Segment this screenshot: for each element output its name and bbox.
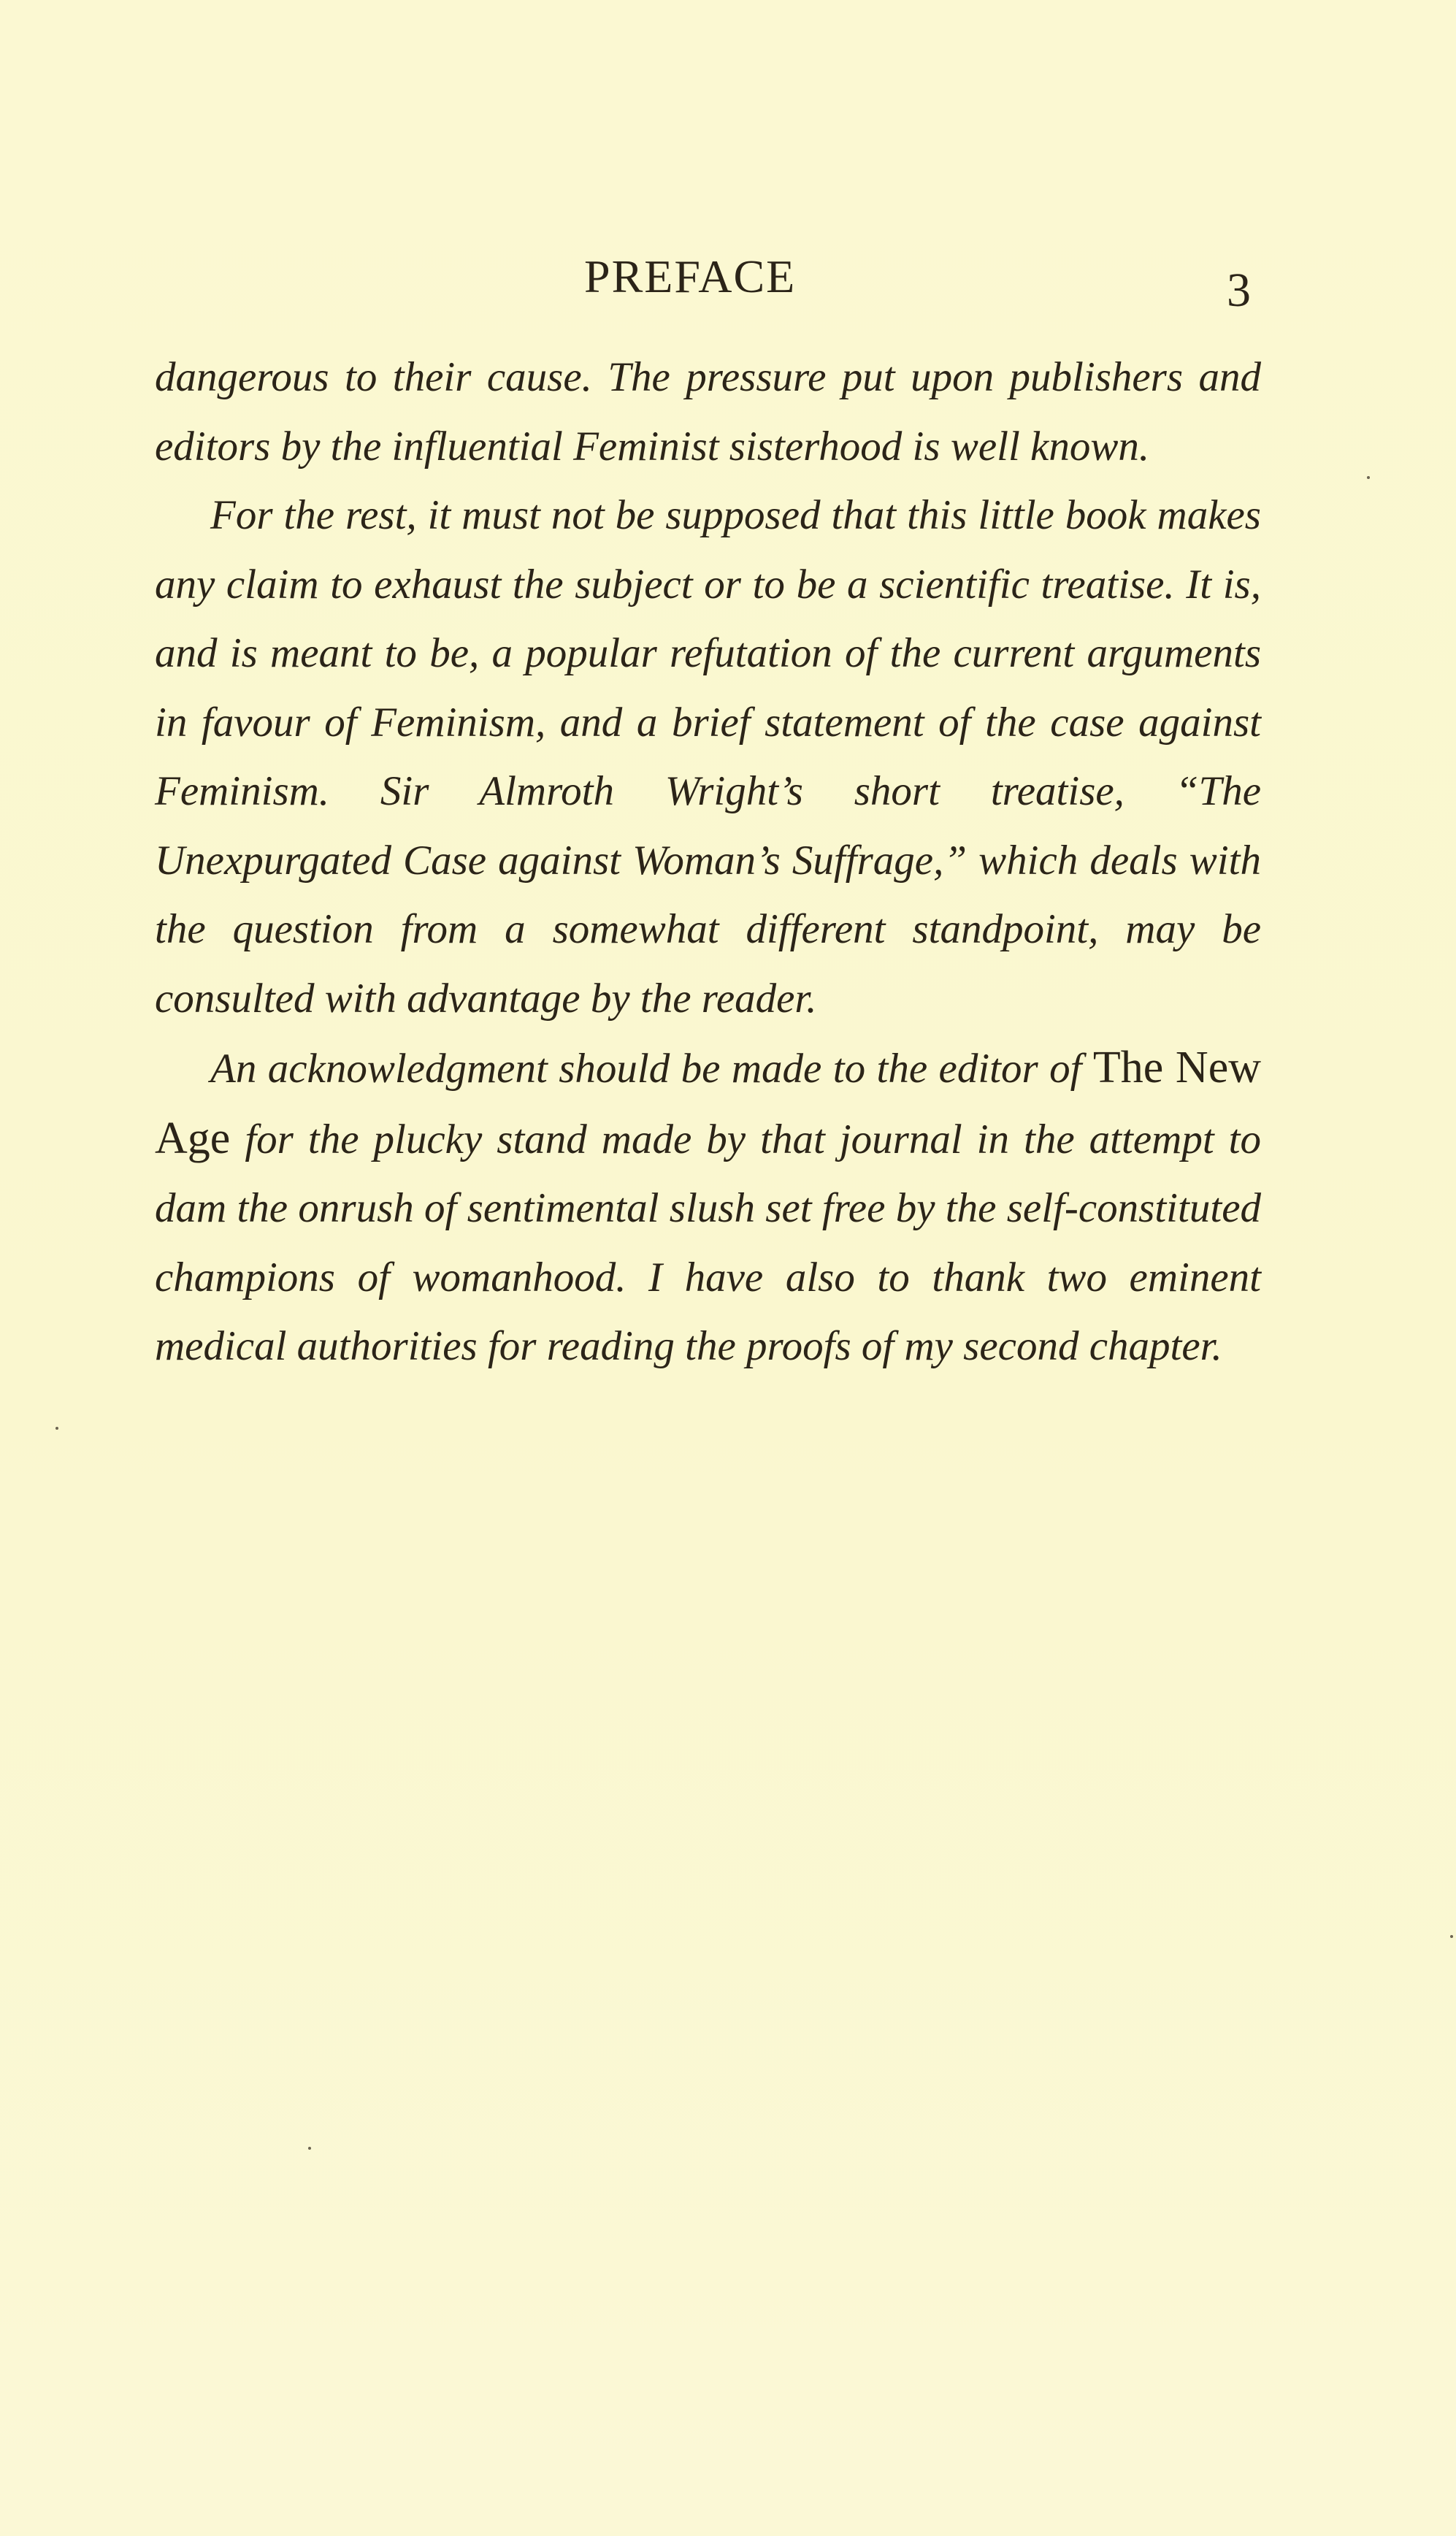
page-number: 3 — [1227, 264, 1251, 317]
paper-speck — [308, 2147, 311, 2150]
paragraph-3-end: for the plucky stand made by that journal in the attempt to dam the onrush of sentimental slush set free by the self-constituted champions of womanhood. I have also to thank two eminent medical authorities for reading the proofs of my second chapter. — [155, 1116, 1262, 1369]
paper-speck — [1367, 476, 1370, 479]
paragraph-1: dangerous to their cause. The pressure put upon publishers and editors by the influential Feminist sisterhood is well known. — [155, 354, 1261, 470]
paper-speck — [1450, 1935, 1453, 1938]
journal-title: The New Age — [155, 1043, 1261, 1163]
preface-body — [155, 343, 1261, 1382]
paragraph-2: For the rest, it must not be supposed that this little book makes any claim to exhaust the subject or to be a scientific treatise. It is, and is meant to be, a popular refutation of the current arguments in favour of Feminism, and a brief statement of the case against Feminism. Sir Almroth Wright’s short treatise, “The Unexpurgated Case against Woman’s Suffrage,” which deals with the question from a somewhat different standpoint, may be consulted with advantage by the reader. — [155, 492, 1261, 1022]
running-head-title: PREFACE — [584, 250, 797, 302]
paragraph-3-start: An acknowledgment should be made to the editor of — [210, 1046, 1082, 1092]
paper-speck — [55, 1427, 58, 1430]
paragraph-3 — [155, 1033, 1261, 1382]
running-header — [0, 250, 1456, 317]
